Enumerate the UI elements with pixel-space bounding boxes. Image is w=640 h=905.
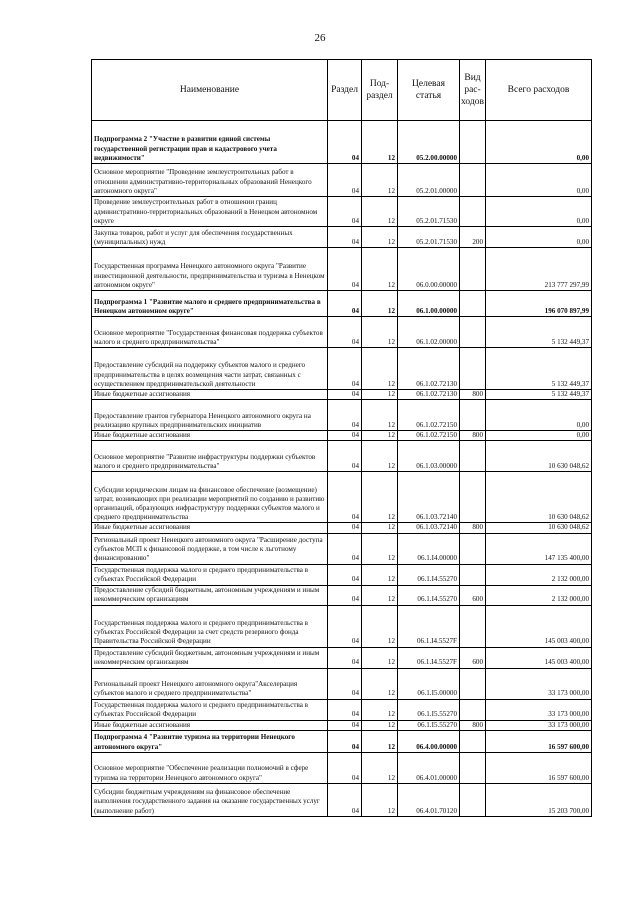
row-target: 06.1.03.72140 — [398, 523, 460, 533]
row-total: 10 630 048,62 — [486, 472, 592, 523]
row-target: 06.4.01.70120 — [398, 783, 460, 816]
table-row — [92, 390, 592, 400]
row-name: Подпрограмма 4 "Развитие туризма на территории Ненецкого автономного округа" — [92, 730, 328, 752]
table-row — [92, 720, 592, 730]
row-subsection: 12 — [362, 441, 398, 472]
table-row — [92, 227, 592, 248]
row-subsection: 12 — [362, 317, 398, 348]
table-row — [92, 533, 592, 564]
row-section: 04 — [328, 121, 362, 164]
page-number: 26 — [314, 32, 326, 44]
row-kind: 200 — [460, 227, 486, 248]
row-total: 10 630 048,62 — [486, 441, 592, 472]
row-name: Основное мероприятие "Развитие инфраструктуры поддержки субъектов малого и среднего предпринимательства" — [92, 441, 328, 472]
table-row — [92, 699, 592, 720]
row-section: 04 — [328, 585, 362, 605]
table-row — [92, 585, 592, 605]
budget-table — [91, 59, 592, 817]
row-kind: 800 — [460, 523, 486, 533]
row-kind — [460, 121, 486, 164]
row-name: Предоставление грантов губернатора Ненецкого автономного округа на реализацию крупных предпринимательских инициатив — [92, 400, 328, 431]
table-row — [92, 248, 592, 291]
row-subsection: 12 — [362, 348, 398, 390]
row-total: 16 597 600,00 — [486, 752, 592, 783]
row-name: Государственная поддержка малого и среднего предпринимательства в субъектах Российской Федерации за счет средств резервного фонда Правительства Российской Федерации — [92, 605, 328, 647]
row-section: 04 — [328, 523, 362, 533]
row-kind: 800 — [460, 720, 486, 730]
row-total: 0,00 — [486, 431, 592, 441]
row-name: Иные бюджетные ассигнования — [92, 390, 328, 400]
row-subsection: 12 — [362, 121, 398, 164]
row-total: 16 597 600,00 — [486, 730, 592, 752]
row-section: 04 — [328, 720, 362, 730]
row-section: 04 — [328, 647, 362, 668]
row-subsection: 12 — [362, 533, 398, 564]
row-kind — [460, 752, 486, 783]
row-total: 10 630 048,62 — [486, 523, 592, 533]
row-kind — [460, 400, 486, 431]
row-subsection: 12 — [362, 400, 398, 431]
row-total: 5 132 449,37 — [486, 317, 592, 348]
row-kind — [460, 564, 486, 585]
row-kind: 600 — [460, 647, 486, 668]
row-name: Проведение землеустроительных работ в отношении границ административно-территориальных образований в Ненецком автономном округе — [92, 197, 328, 227]
row-section: 04 — [328, 227, 362, 248]
row-name: Государственная поддержка малого и среднего предпринимательства в субъектах Российской Федерации — [92, 699, 328, 720]
table-row — [92, 348, 592, 390]
table-row — [92, 783, 592, 816]
table-row — [92, 197, 592, 227]
header-kind: Вид рас-ходов — [460, 60, 486, 121]
row-kind: 800 — [460, 390, 486, 400]
row-name: Иные бюджетные ассигнования — [92, 523, 328, 533]
row-target: 06.1.I4.00000 — [398, 533, 460, 564]
row-section: 04 — [328, 248, 362, 291]
row-target: 06.1.I5.55270 — [398, 720, 460, 730]
row-subsection: 12 — [362, 605, 398, 647]
row-total: 0,00 — [486, 197, 592, 227]
row-section: 04 — [328, 752, 362, 783]
row-subsection: 12 — [362, 752, 398, 783]
row-kind — [460, 197, 486, 227]
table-row — [92, 605, 592, 647]
row-section: 04 — [328, 164, 362, 197]
header-name: Наименование — [92, 60, 328, 121]
row-total: 196 070 897,99 — [486, 291, 592, 317]
row-subsection: 12 — [362, 730, 398, 752]
row-kind — [460, 164, 486, 197]
row-total: 0,00 — [486, 121, 592, 164]
row-name: Государственная программа Ненецкого автономного округа "Развитие инвестиционной деятельности, предпринимательства и туризма в Ненецком автономном округе" — [92, 248, 328, 291]
row-subsection: 12 — [362, 291, 398, 317]
row-target: 06.1.I5.55270 — [398, 699, 460, 720]
row-subsection: 12 — [362, 197, 398, 227]
row-target: 06.4.01.00000 — [398, 752, 460, 783]
header-target: Целевая статья — [398, 60, 460, 121]
header-section: Раздел — [328, 60, 362, 121]
row-subsection: 12 — [362, 699, 398, 720]
row-section: 04 — [328, 197, 362, 227]
row-section: 04 — [328, 400, 362, 431]
row-section: 04 — [328, 317, 362, 348]
row-total: 0,00 — [486, 164, 592, 197]
row-total: 2 132 000,00 — [486, 564, 592, 585]
row-subsection: 12 — [362, 390, 398, 400]
row-section: 04 — [328, 291, 362, 317]
row-section: 04 — [328, 730, 362, 752]
row-subsection: 12 — [362, 523, 398, 533]
row-kind — [460, 291, 486, 317]
row-kind — [460, 730, 486, 752]
row-kind — [460, 605, 486, 647]
row-target: 06.1.03.00000 — [398, 441, 460, 472]
row-subsection: 12 — [362, 431, 398, 441]
table-header-row — [92, 60, 592, 121]
row-kind — [460, 783, 486, 816]
row-name: Основное мероприятие "Государственная финансовая поддержка субъектов малого и среднего предпринимательства" — [92, 317, 328, 348]
row-kind — [460, 533, 486, 564]
row-name: Региональный проект Ненецкого автономного округа"Акселерация субъектов малого и среднего предпринимательства" — [92, 668, 328, 699]
row-total: 5 132 449,37 — [486, 348, 592, 390]
row-total: 33 173 000,00 — [486, 668, 592, 699]
row-name: Предоставление субсидий бюджетным, автономным учреждениям и иным некоммерческим организациям — [92, 647, 328, 668]
row-subsection: 12 — [362, 783, 398, 816]
row-kind — [460, 348, 486, 390]
row-target: 06.0.00.00000 — [398, 248, 460, 291]
row-target: 06.1.I5.00000 — [398, 668, 460, 699]
table-row — [92, 317, 592, 348]
row-section: 04 — [328, 472, 362, 523]
row-name: Подпрограмма 2 "Участие в развитии единой системы государственной регистрации прав и кадастрового учета недвижимости" — [92, 121, 328, 164]
row-target: 05.2.01.71530 — [398, 197, 460, 227]
row-target: 05.2.01.00000 — [398, 164, 460, 197]
row-section: 04 — [328, 699, 362, 720]
row-target: 06.1.I4.5527F — [398, 647, 460, 668]
table-row — [92, 564, 592, 585]
row-name: Основное мероприятие "Проведение землеустроительных работ в отношении административно-территориальных образований Ненецкого автономного округа" — [92, 164, 328, 197]
row-kind: 800 — [460, 431, 486, 441]
row-name: Региональный проект Ненецкого автономного округа "Расширение доступа субъектов МСП к финансовой поддержке, в том числе к льготному финансированию" — [92, 533, 328, 564]
row-target: 06.1.02.00000 — [398, 317, 460, 348]
row-section: 04 — [328, 390, 362, 400]
row-total: 15 203 700,00 — [486, 783, 592, 816]
row-section: 04 — [328, 348, 362, 390]
row-name: Основное мероприятие "Обеспечение реализации полномочий в сфере туризма на территории Ненецкого автономного округа" — [92, 752, 328, 783]
table-row — [92, 400, 592, 431]
row-subsection: 12 — [362, 227, 398, 248]
row-subsection: 12 — [362, 164, 398, 197]
row-total: 0,00 — [486, 400, 592, 431]
row-total: 2 132 000,00 — [486, 585, 592, 605]
row-subsection: 12 — [362, 472, 398, 523]
header-total: Всего расходов — [486, 60, 592, 121]
row-target: 05.2.00.00000 — [398, 121, 460, 164]
row-kind — [460, 248, 486, 291]
row-subsection: 12 — [362, 720, 398, 730]
row-kind — [460, 668, 486, 699]
row-target: 06.1.I4.55270 — [398, 564, 460, 585]
row-total: 0,00 — [486, 227, 592, 248]
row-section: 04 — [328, 605, 362, 647]
table-row — [92, 730, 592, 752]
row-name: Иные бюджетные ассигнования — [92, 720, 328, 730]
table-row — [92, 472, 592, 523]
row-target: 06.1.I4.55270 — [398, 585, 460, 605]
row-target: 06.1.02.72130 — [398, 348, 460, 390]
row-total: 147 135 400,00 — [486, 533, 592, 564]
row-subsection: 12 — [362, 585, 398, 605]
row-kind — [460, 441, 486, 472]
row-name: Предоставление субсидий на поддержку субъектов малого и среднего предпринимательства в целях возмещения части затрат, связанных с осуществлением предпринимательской деятельности — [92, 348, 328, 390]
row-section: 04 — [328, 533, 362, 564]
row-subsection: 12 — [362, 564, 398, 585]
table-row — [92, 431, 592, 441]
table-row — [92, 291, 592, 317]
header-subsection: Под-раздел — [362, 60, 398, 121]
row-subsection: 12 — [362, 668, 398, 699]
row-total: 213 777 297,99 — [486, 248, 592, 291]
table-row — [92, 441, 592, 472]
table-row — [92, 752, 592, 783]
table-row — [92, 164, 592, 197]
row-subsection: 12 — [362, 248, 398, 291]
row-target: 06.4.00.00000 — [398, 730, 460, 752]
row-subsection: 12 — [362, 647, 398, 668]
row-name: Предоставление субсидий бюджетным, автономным учреждениям и иным некоммерческим организациям — [92, 585, 328, 605]
table-row — [92, 121, 592, 164]
row-section: 04 — [328, 441, 362, 472]
row-name: Субсидии юридическим лицам на финансовое обеспечение (возмещение) затрат, возникающих при реализации мероприятий по созданию и развитию организаций, образующих инфраструктуру поддержки субъектов малого и среднего предпринимательства — [92, 472, 328, 523]
row-target: 06.1.03.72140 — [398, 472, 460, 523]
row-total: 5 132 449,37 — [486, 390, 592, 400]
row-name: Иные бюджетные ассигнования — [92, 431, 328, 441]
table-row — [92, 647, 592, 668]
row-target: 06.1.02.72130 — [398, 390, 460, 400]
row-target: 06.1.I4.5527F — [398, 605, 460, 647]
row-name: Субсидии бюджетным учреждениям на финансовое обеспечение выполнения государственного задания на оказание государственных услуг (выполнение работ) — [92, 783, 328, 816]
table-row — [92, 668, 592, 699]
row-section: 04 — [328, 431, 362, 441]
table-row — [92, 523, 592, 533]
row-section: 04 — [328, 783, 362, 816]
row-total: 145 003 400,00 — [486, 647, 592, 668]
row-kind — [460, 699, 486, 720]
row-name: Государственная поддержка малого и среднего предпринимательства в субъектах Российской Федерации — [92, 564, 328, 585]
row-total: 145 003 400,00 — [486, 605, 592, 647]
row-kind — [460, 317, 486, 348]
row-section: 04 — [328, 668, 362, 699]
row-section: 04 — [328, 564, 362, 585]
row-name: Подпрограмма 1 "Развитие малого и среднего предпринимательства в Ненецком автономном округе" — [92, 291, 328, 317]
row-target: 06.1.02.72150 — [398, 400, 460, 431]
row-kind — [460, 472, 486, 523]
row-target: 06.1.00.00000 — [398, 291, 460, 317]
row-total: 33 173 000,00 — [486, 720, 592, 730]
row-total: 33 173 000,00 — [486, 699, 592, 720]
row-target: 06.1.02.72150 — [398, 431, 460, 441]
row-kind: 600 — [460, 585, 486, 605]
row-target: 05.2.01.71530 — [398, 227, 460, 248]
row-name: Закупка товаров, работ и услуг для обеспечения государственных (муниципальных) нужд — [92, 227, 328, 248]
